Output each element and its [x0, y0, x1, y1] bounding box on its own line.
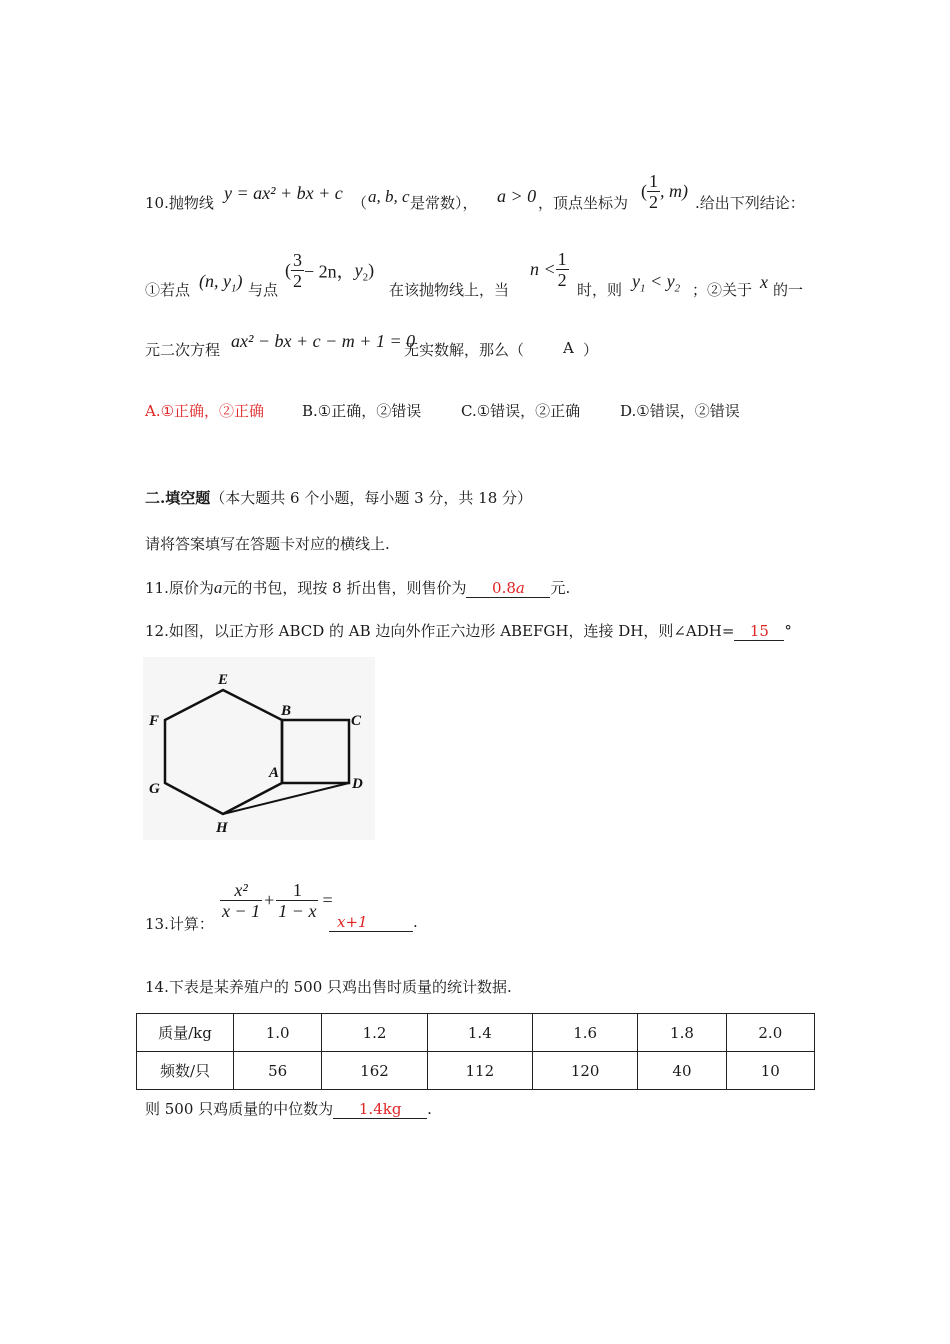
label-f: F — [149, 713, 160, 729]
q13-label: 13.计算： — [145, 915, 214, 933]
figure-background — [143, 657, 375, 840]
label-g: G — [149, 781, 160, 797]
section2-instruction: 请将答案填写在答题卡对应的横线上. — [145, 535, 390, 553]
q14-text: 14.下表是某养殖户的 500 只鸡出售时质量的统计数据. — [145, 978, 512, 996]
q10-point1: (n, $y_1$) — [199, 271, 243, 295]
q10-point2: ( $\frac{3}{2}$ − 2n，$y_2$) — [285, 250, 375, 291]
q10-compare: $y_1 < y_2$ — [632, 271, 681, 295]
q11-answer-blank: 0.8a — [466, 579, 550, 598]
table-cell: 2.0 — [726, 1014, 814, 1052]
q10-condition: n < $\frac{1}{2}$ — [530, 249, 567, 290]
table-cell: 1.4 — [427, 1014, 532, 1052]
label-c: C — [351, 713, 362, 729]
q14-median: 则 500 只鸡质量的中位数为 1.4kg . — [145, 1100, 432, 1118]
q10-abc: a, b, c — [368, 187, 410, 206]
q13-answer-line: x+1 . — [329, 913, 418, 932]
label-d: D — [352, 776, 363, 792]
table-cell: 56 — [234, 1052, 322, 1090]
label-e: E — [218, 672, 229, 688]
table-row — [137, 1052, 815, 1090]
q10-answer: A — [563, 339, 574, 357]
option-a: A.①正确，②正确 — [145, 402, 265, 420]
q10-line1: 10.抛物线 — [145, 194, 214, 212]
q10-a-positive: a > 0 — [497, 186, 537, 206]
option-b: B.①正确，②错误 — [302, 402, 422, 420]
table-header-cell: 频数/只 — [137, 1052, 234, 1090]
option-c: C.①错误，②正确 — [461, 402, 581, 420]
label-b: B — [281, 703, 292, 719]
q10-parabola-equation: y = ax² + bx + c — [224, 183, 343, 203]
table-header-cell: 质量/kg — [137, 1014, 234, 1052]
section2-heading: 二.填空题（本大题共 6 个小题，每小题 3 分，共 18 分） — [145, 489, 533, 507]
label-a: A — [269, 765, 280, 781]
hexagon-square-figure — [143, 657, 375, 840]
table-cell: 1.0 — [234, 1014, 322, 1052]
q10-quadratic-equation: ax² − bx + c − m + 1 = 0 — [231, 331, 416, 351]
q10-number: 10. — [145, 194, 169, 212]
chicken-weight-table — [136, 1013, 815, 1090]
q12: 12.如图，以正方形 ABCD 的 AB 边向外作正六边形 ABEFGH，连接 DH，则∠ADH= 15 ° — [145, 622, 792, 640]
q14-answer-blank: 1.4kg — [333, 1100, 427, 1119]
table-cell: 1.6 — [532, 1014, 637, 1052]
q11: 11.原价为a元的书包，现按 8 折出售，则售价为 0.8a 元. — [145, 578, 571, 597]
option-d: D.①错误，②错误 — [620, 402, 740, 420]
q13-expression: $\frac{\text{x²}}{x - 1}$ + $\frac{1}{1 - x}$ = — [222, 880, 333, 921]
table-cell: 112 — [427, 1052, 532, 1090]
table-cell: 162 — [322, 1052, 427, 1090]
table-cell: 1.2 — [322, 1014, 427, 1052]
table-cell: 1.8 — [638, 1014, 726, 1052]
table-row — [137, 1014, 815, 1052]
table-cell: 120 — [532, 1052, 637, 1090]
q10-vertex: ( $\frac{1}{2}$ , m) — [641, 171, 688, 212]
table-cell: 40 — [638, 1052, 726, 1090]
label-h: H — [216, 820, 228, 836]
q12-answer-blank: 15 — [734, 622, 784, 641]
q13-answer-blank: x+1 — [329, 913, 413, 932]
table-cell: 10 — [726, 1052, 814, 1090]
